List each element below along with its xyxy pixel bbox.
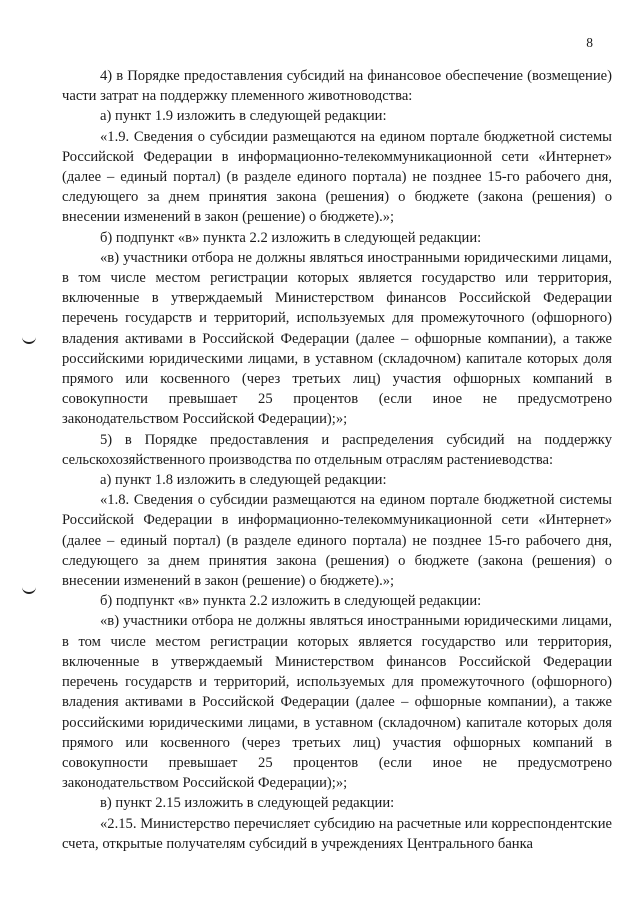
paragraph-4-heading: 4) в Порядке предоставления субсидий на финансовое обеспечение (возмещение) части затрат на поддержку племенного животноводства: (62, 68, 612, 105)
document-body (62, 66, 612, 854)
paragraph-5v-intro: в) пункт 2.15 изложить в следующей редакции: (100, 795, 395, 812)
margin-mark-lower (22, 585, 36, 594)
paragraph-5b-text: «в) участники отбора не должны являться иностранными юридическими лицами, в том числе местом регистрации которых является государство или территория, включенные в утверждаемый Министерством финансов Российской Федерации перечень государств и территорий, используемых для промежуточного (офшорного) владения активами в Российской Федерации (далее – офшорные компании), а также российскими юридическими лицами, в уставном (складочном) капитале которых доля прямого или косвенного (через третьих лиц) участия офшорных компаний в совокупности превышает 25 процентов (если иное не предусмотрено законодательством Российской Федерации);»; (62, 613, 612, 792)
paragraph-5b-intro: б) подпункт «в» пункта 2.2 изложить в следующей редакции: (100, 593, 482, 610)
paragraph-5-heading: 5) в Порядке предоставления и распределения субсидий на поддержку сельскохозяйственного производства по отдельным отраслям растениеводства: (62, 431, 612, 468)
paragraph-5a-intro: а) пункт 1.8 изложить в следующей редакции: (100, 472, 387, 489)
paragraph-4a-intro: а) пункт 1.9 изложить в следующей редакции: (100, 108, 387, 125)
paragraph-4b-text: «в) участники отбора не должны являться иностранными юридическими лицами, в том числе местом регистрации которых является государство или территория, включенные в утверждаемый Министерством финансов Российской Федерации перечень государств и территорий, используемых для промежуточного (офшорного) владения активами в Российской Федерации (далее – офшорные компании), а также российскими юридическими лицами, в уставном (складочном) капитале которых доля прямого или косвенного (через третьих лиц) участия офшорных компаний в совокупности превышает 25 процентов (если иное не предусмотрено законодательством Российской Федерации);»; (62, 249, 612, 428)
paragraph-4a-text: «1.9. Сведения о субсидии размещаются на едином портале бюджетной системы Российской Федерации в информационно-телекоммуникационной сети «Интернет» (далее – единый портал) (в разделе единого портала) не позднее 15-го рабочего дня, следующего за днем принятия закона (решения) о бюджете (закона (решения) о внесении изменений в закон (решение) о бюджете).»; (62, 128, 612, 226)
paragraph-5v-text: «2.15. Министерство перечисляет субсидию на расчетные или корреспондентские счета, открытые получателям субсидий в учреждениях Центрального банка (62, 815, 612, 852)
paragraph-4b-intro: б) подпункт «в» пункта 2.2 изложить в следующей редакции: (100, 229, 482, 246)
margin-mark-upper (22, 335, 36, 344)
paragraph-5a-text: «1.8. Сведения о субсидии размещаются на едином портале бюджетной системы Российской Федерации в информационно-телекоммуникационной сети «Интернет» (далее – единый портал) (в разделе единого портала) не позднее 15-го рабочего дня, следующего за днем принятия закона (решения) о бюджете (закона (решения) о внесении изменений в закон (решение) о бюджете).»; (62, 492, 612, 590)
page-number: 8 (586, 35, 593, 50)
